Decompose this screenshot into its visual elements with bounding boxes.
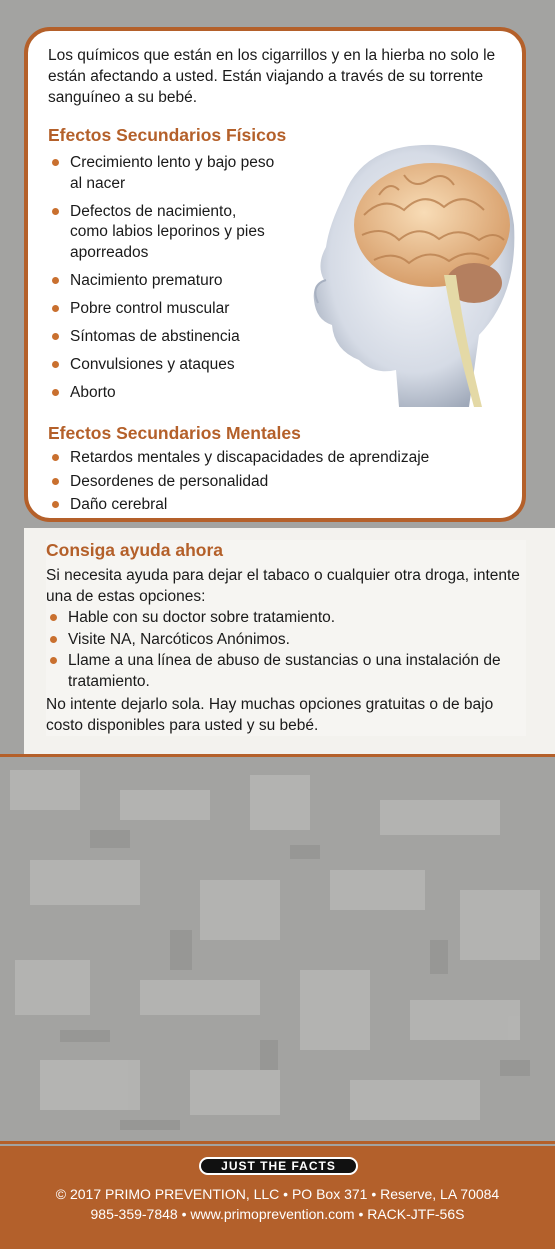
bullet-dot <box>52 277 59 284</box>
bullet-dot <box>50 614 57 621</box>
divider <box>0 1141 555 1144</box>
help-intro-text: Si necesita ayuda para dejar el tabaco o cualquier otra droga, intente una de estas opciones: <box>46 567 520 605</box>
infant-brain-illustration <box>304 135 518 407</box>
bullet-dot <box>52 208 59 215</box>
help-options-list <box>46 608 526 692</box>
just-the-facts-logo: JUST THE FACTS <box>199 1157 358 1175</box>
list-item: Retardos mentales y discapacidades de aprendizaje <box>48 448 518 469</box>
bullet-dot <box>52 501 59 508</box>
divider <box>0 754 555 757</box>
footer-contact-line: 985-359-7848 • www.primoprevention.com • RACK-JTF-56S <box>90 1206 465 1222</box>
list-item: Desordenes de personalidad <box>48 472 518 493</box>
help-closing-text: No intente dejarlo sola. Hay muchas opciones gratuitas o de bajo costo disponibles para usted y su bebé. <box>46 696 494 734</box>
list-item: Visite NA, Narcóticos Anónimos. <box>46 630 526 651</box>
list-item: Llame a una línea de abuso de sustancias o una instalación de tratamiento. <box>46 651 526 692</box>
bullet-dot <box>52 361 59 368</box>
list-item: Nacimiento prematuro <box>48 271 276 292</box>
help-heading: Consiga ayuda ahora <box>46 540 223 560</box>
effects-card <box>24 27 526 522</box>
list-item: Síntomas de abstinencia <box>48 327 276 348</box>
list-item: Hable con su doctor sobre tratamiento. <box>46 608 526 629</box>
list-item: Pobre control muscular <box>48 299 276 320</box>
bullet-dot <box>52 333 59 340</box>
bullet-dot <box>50 636 57 643</box>
card-intro-text: Los químicos que están en los cigarrillos y en la hierba no solo le están afectando a usted. Están viajando a través de su torrente sanguíneo a su bebé. <box>48 47 496 106</box>
mental-effects-list <box>48 448 518 519</box>
bullet-dot <box>52 159 59 166</box>
physical-effects-list <box>48 153 276 411</box>
list-item: Daño cerebral <box>48 495 518 516</box>
bullet-dot <box>52 478 59 485</box>
list-item: Aborto <box>48 383 276 404</box>
bullet-dot <box>52 389 59 396</box>
list-item: Crecimiento lento y bajo peso al nacer <box>48 153 276 194</box>
list-item: Convulsiones y ataques <box>48 355 276 376</box>
footer <box>0 1146 555 1249</box>
bullet-dot <box>50 657 57 664</box>
help-section <box>46 540 526 736</box>
footer-company-line: © 2017 PRIMO PREVENTION, LLC • PO Box 371 • Reserve, LA 70084 <box>55 1186 500 1202</box>
bullet-dot <box>52 305 59 312</box>
physical-effects-heading: Efectos Secundarios Físicos <box>48 125 287 145</box>
bullet-dot <box>52 454 59 461</box>
mental-effects-heading: Efectos Secundarios Mentales <box>48 423 301 443</box>
list-item: Defectos de nacimiento, como labios leporinos y pies aporreados <box>48 202 276 264</box>
